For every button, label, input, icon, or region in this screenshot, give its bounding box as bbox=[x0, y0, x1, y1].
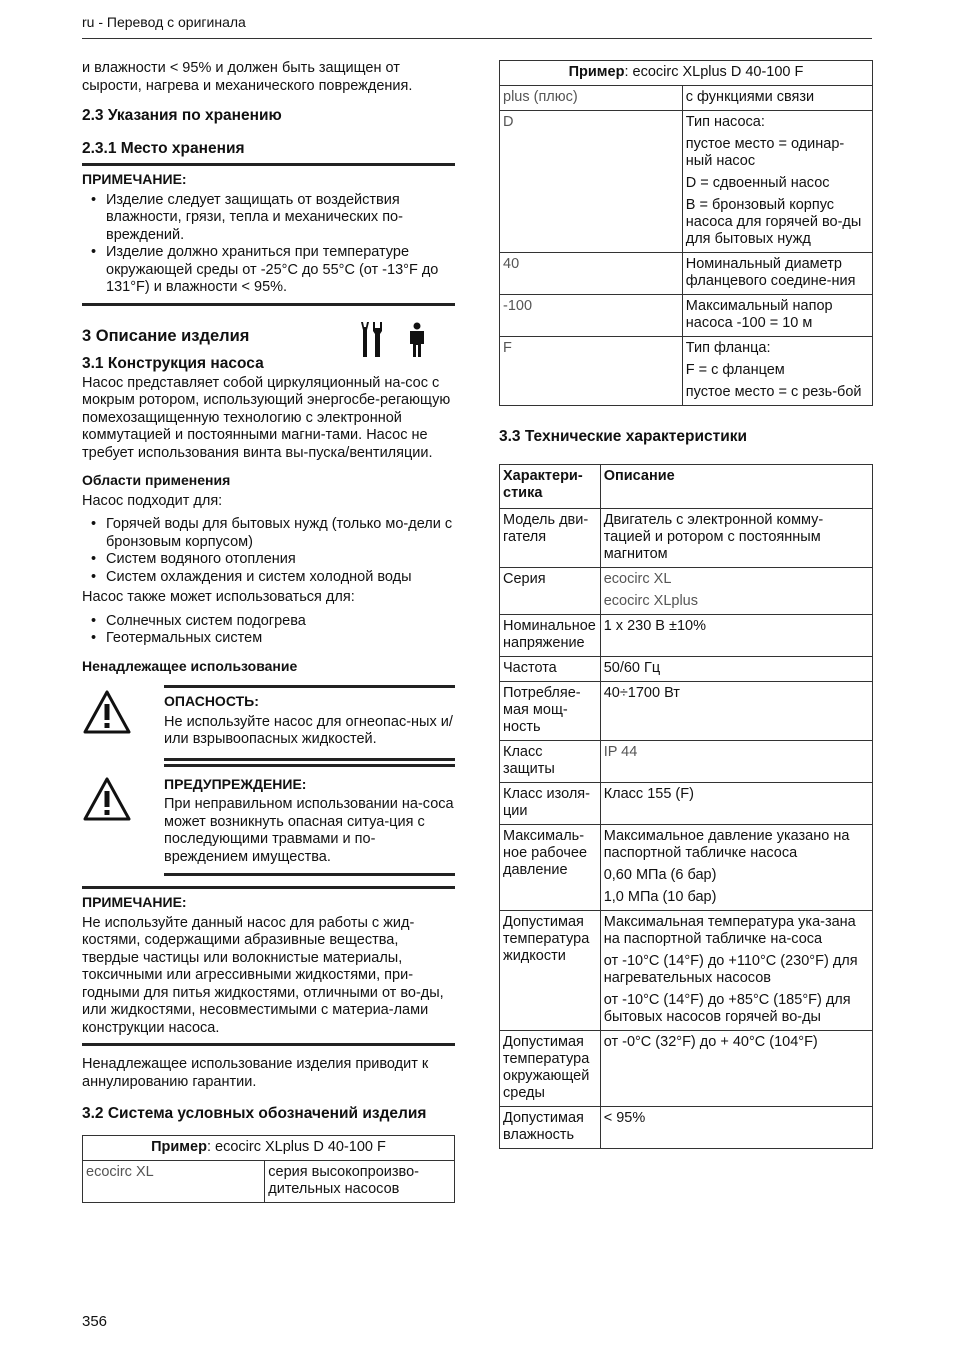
spec-value: 40÷1700 Вт bbox=[600, 682, 872, 741]
table-row bbox=[500, 253, 873, 295]
spec-key: Класс защиты bbox=[500, 741, 601, 783]
danger-top-rule bbox=[164, 685, 455, 688]
table-row bbox=[500, 682, 873, 741]
list-item: • Систем водяного отопления bbox=[82, 551, 455, 569]
table-row bbox=[500, 111, 873, 253]
section-2-3-1-heading: 2.3.1 Место хранения bbox=[82, 140, 245, 157]
spec-key: Допустимая температура окружающей среды bbox=[500, 1031, 601, 1107]
table-row bbox=[500, 86, 873, 111]
spec-value: Класс 155 (F) bbox=[600, 783, 872, 825]
note2-top-rule bbox=[82, 886, 455, 889]
tools-icon bbox=[360, 322, 386, 358]
spec-key: Модель дви-гателя bbox=[500, 509, 601, 568]
list-item: • Горячей воды для бытовых нужд (только мо-дели с бронзовым корпусом) bbox=[82, 516, 455, 551]
table-row bbox=[500, 911, 873, 1031]
code-cell: D bbox=[500, 111, 683, 253]
spec-value: 1 x 230 В ±10% bbox=[600, 615, 872, 657]
code-cell: 40 bbox=[500, 253, 683, 295]
danger-bottom-rule bbox=[164, 758, 455, 761]
left-column bbox=[82, 60, 455, 1203]
spec-key: Частота bbox=[500, 657, 601, 682]
spec-key: Допустимая влажность bbox=[500, 1107, 601, 1149]
spec-key: Максималь-ное рабочее давление bbox=[500, 825, 601, 911]
applications-intro: Насос подходит для: bbox=[82, 492, 223, 509]
section-3-3-heading: 3.3 Технические характеристики bbox=[499, 428, 748, 445]
section-3-2-heading: 3.2 Система условных обозначений изделия bbox=[82, 1105, 427, 1122]
table-row bbox=[83, 1161, 455, 1203]
warning-bottom-rule bbox=[164, 873, 455, 876]
column-header: Характери-стика bbox=[500, 465, 601, 509]
table-row bbox=[500, 295, 873, 337]
danger-title: ОПАСНОСТЬ: bbox=[164, 693, 259, 709]
header-rule bbox=[82, 38, 872, 39]
spec-key: Номинальное напряжение bbox=[500, 615, 601, 657]
spec-value: Максимальное давление указано на паспортной табличке насоса 0,60 МПа (6 бар) 1,0 МПа (10 бар) bbox=[600, 825, 872, 911]
code-cell: ecocirc XL bbox=[83, 1161, 265, 1203]
table-header-row bbox=[500, 465, 873, 509]
list-item: • Солнечных систем подогрева bbox=[82, 613, 455, 631]
warning-triangle-icon bbox=[82, 776, 132, 822]
section-3-1-heading: 3.1 Конструкция насоса bbox=[82, 354, 264, 372]
table-row bbox=[500, 568, 873, 615]
spec-value: 50/60 Гц bbox=[600, 657, 872, 682]
applications-also: Насос также может использоваться для: bbox=[82, 589, 355, 605]
desc-cell: серия высокопроизво-дительных насосов bbox=[265, 1161, 455, 1203]
table-row bbox=[500, 741, 873, 783]
warranty-text: Ненадлежащее использование изделия приводит к аннулированию гарантии. bbox=[82, 1056, 429, 1090]
list-item: • Геотермальных систем bbox=[82, 630, 455, 648]
desc-cell: Номинальный диаметр фланцевого соедине-ния bbox=[682, 253, 872, 295]
spec-key: Потребляе-мая мощ-ность bbox=[500, 682, 601, 741]
table-row bbox=[500, 337, 873, 406]
warning-triangle-icon bbox=[82, 689, 132, 735]
section-2-3-heading: 2.3 Указания по хранению bbox=[82, 107, 282, 124]
note-bottom-rule bbox=[82, 303, 455, 306]
warning-text: При неправильном использовании на-соса может возникнуть опасная ситуа-ция с последующими травмами и по-вреждением имущества. bbox=[164, 796, 454, 865]
warning-title: ПРЕДУПРЕЖДЕНИЕ: bbox=[164, 775, 307, 792]
code-cell: F bbox=[500, 337, 683, 406]
page-number: 356 bbox=[82, 1313, 108, 1330]
table-row bbox=[500, 1107, 873, 1149]
designation-table bbox=[499, 60, 873, 406]
table-caption: Пример: ecocirc XLplus D 40-100 F bbox=[83, 1136, 455, 1161]
desc-cell: с функциями связи bbox=[682, 86, 872, 111]
spec-value: Двигатель с электронной комму-тацией и ротором с постоянным магнитом bbox=[600, 509, 872, 568]
list-item: • Изделие следует защищать от воздействия влажности, грязи, тепла и механических по-вреждений. bbox=[82, 192, 455, 245]
running-header: ru - Перевод с оригинала bbox=[82, 14, 246, 30]
spec-key: Класс изоля-ции bbox=[500, 783, 601, 825]
table-row bbox=[500, 825, 873, 911]
table-row bbox=[500, 615, 873, 657]
code-cell: plus (плюс) bbox=[500, 86, 683, 111]
table-row bbox=[500, 657, 873, 682]
spec-key: Допустимая температура жидкости bbox=[500, 911, 601, 1031]
warning-block bbox=[82, 764, 455, 877]
section-3-header bbox=[82, 326, 455, 346]
section-3-heading: 3 Описание изделия bbox=[82, 326, 250, 345]
applications-also-list bbox=[82, 613, 455, 648]
note-top-rule bbox=[82, 163, 455, 166]
note-list bbox=[82, 192, 455, 297]
list-item: • Изделие должно храниться при температуре окружающей среды от -25°C до 55°C (от -13°F до 131°F) и влажности < 95%. bbox=[82, 244, 455, 297]
column-header: Описание bbox=[600, 465, 872, 509]
note2-text: Не используйте данный насос для работы с жид-костями, содержащими абразивные вещества, твердые частицы или волокнистые материалы, токсичными или агрессивными жидкостями, при-годными для питья жидкостями, отличными от во-ды, или жидкостями, несовместимыми с материа-лами конструкции насоса. bbox=[82, 914, 444, 1036]
table-row bbox=[500, 783, 873, 825]
designation-table-start bbox=[82, 1135, 455, 1203]
table-row bbox=[500, 1031, 873, 1107]
spec-value: < 95% bbox=[600, 1107, 872, 1149]
list-item: • Систем охлаждения и систем холодной воды bbox=[82, 569, 455, 587]
desc-cell: Максимальный напор насоса -100 = 10 м bbox=[682, 295, 872, 337]
section-3-1-text: Насос представляет собой циркуляционный на-сос с мокрым ротором, использующий энергосбе-регающую помехозащищенную технологию с электронной коммутацией и постоянными магни-тами. Насос не требует использования винта вы-пуска/вентиляции. bbox=[82, 374, 451, 461]
intro-text: и влажности < 95% и должен быть защищен от сырости, нагрева и механического повреждения. bbox=[82, 60, 413, 94]
note2-title: ПРИМЕЧАНИЕ: bbox=[82, 894, 187, 910]
applications-list bbox=[82, 516, 455, 586]
danger-block bbox=[82, 685, 455, 761]
spec-value: IP 44 bbox=[600, 741, 872, 783]
spec-key: Серия bbox=[500, 568, 601, 615]
spec-value: от -0°C (32°F) до + 40°C (104°F) bbox=[600, 1031, 872, 1107]
misuse-heading: Ненадлежащее использование bbox=[82, 657, 298, 674]
table-row bbox=[500, 509, 873, 568]
applications-heading: Области применения bbox=[82, 472, 231, 488]
spec-value: ecocirc XL ecocirc XLplus bbox=[600, 568, 872, 615]
spec-value: Максимальная температура ука-зана на паспортной табличке на-соса от -10°C (14°F) до +110°C (230°F) для нагревательных насосов от -10°C (14°F) до +85°C (185°F) для бытовых насосов горячей во-ды bbox=[600, 911, 872, 1031]
desc-cell: Тип фланца: F = с фланцем пустое место = с резь-бой bbox=[682, 337, 872, 406]
warning-top-rule bbox=[164, 764, 455, 767]
note2-bottom-rule bbox=[82, 1043, 455, 1046]
table-caption: Пример: ecocirc XLplus D 40-100 F bbox=[500, 61, 873, 86]
spec-table bbox=[499, 464, 873, 1149]
right-column bbox=[499, 60, 873, 1149]
danger-text: Не используйте насос для огнеопас-ных и/или взрывоопасных жидкостей. bbox=[164, 713, 453, 747]
person-icon bbox=[406, 322, 428, 358]
note-title: ПРИМЕЧАНИЕ: bbox=[82, 171, 187, 187]
code-cell: -100 bbox=[500, 295, 683, 337]
desc-cell: Тип насоса: пустое место = одинар-ный насос D = сдвоенный насос B = бронзовый корпус насоса для горячей во-ды для бытовых нужд bbox=[682, 111, 872, 253]
